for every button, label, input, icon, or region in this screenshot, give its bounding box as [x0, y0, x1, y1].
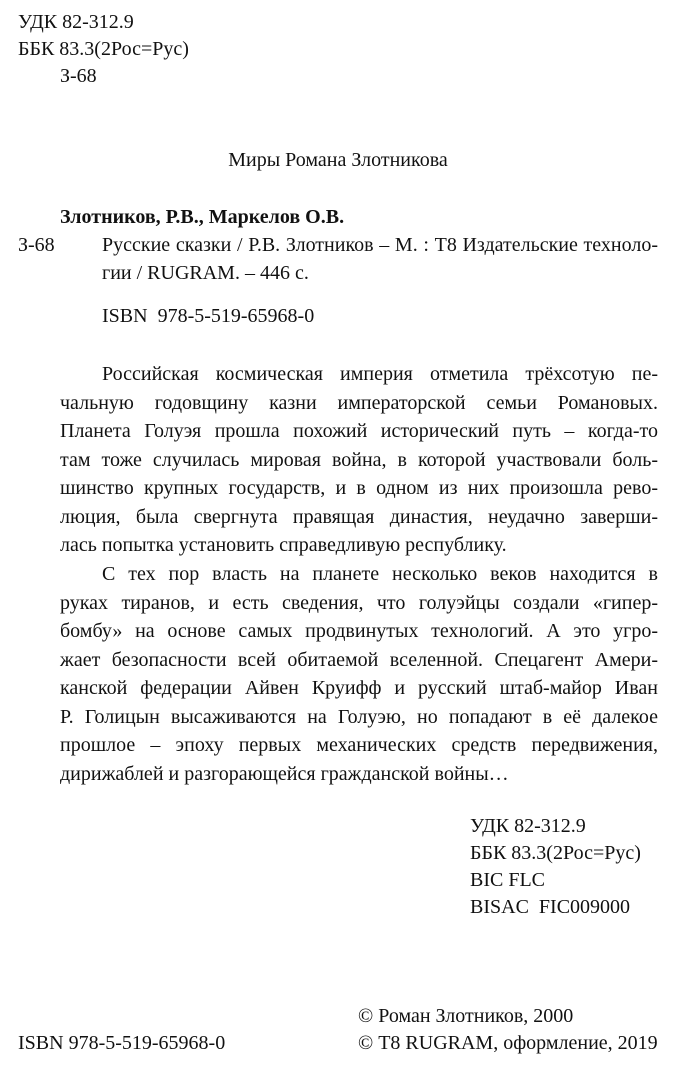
top-bbk: ББК 83.3(2Рос=Рус) — [18, 38, 189, 60]
copyright-author: © Роман Злотников, 2000 — [358, 1005, 574, 1027]
top-udk: УДК 82-312.9 — [18, 11, 134, 33]
bottom-bic: BIC FLC — [470, 869, 546, 891]
annotation-line: руках тиранов, и есть сведения, что голуэйцы создали «гипер- — [60, 591, 658, 614]
annotation-line: жает безопасности всей обитаемой вселенной. Спецагент Амери- — [60, 648, 658, 671]
copyright-design: © Т8 RUGRAM, оформление, 2019 — [358, 1032, 658, 1054]
top-author-mark: З-68 — [60, 65, 97, 87]
annotation-line: прошлое – эпоху первых механических средств передвижения, — [60, 734, 658, 756]
annotation-line: С тех пор власть на планете несколько веков находится в — [102, 563, 658, 585]
annotation-paragraph-2 — [60, 560, 658, 788]
annotation-paragraph-1 — [60, 360, 658, 560]
annotation-line: канской федерации Айвен Круифф и русский штаб-майор Иван — [60, 677, 658, 699]
annotation-line: Планета Голуэя прошла похожий исторический путь – когда-то — [60, 420, 658, 442]
catalog-authors: Злотников, Р.В., Маркелов О.В. — [60, 206, 345, 228]
annotation-line: дирижаблей и разгорающейся гражданской войны… — [60, 762, 509, 785]
annotation-line: лась попытка установить справедливую республику. — [60, 534, 507, 556]
catalog-description-line: гии / RUGRAM. – 446 с. — [102, 262, 309, 284]
footer-isbn: ISBN 978-5-519-65968-0 — [18, 1032, 226, 1054]
series-title: Миры Романа Злотникова — [228, 149, 448, 171]
annotation-line: шинство крупных государств, и в одном из них произошла рево- — [60, 477, 658, 499]
annotation-line: Р. Голицын высаживаются на Голуэю, но попадают в её далекое — [60, 705, 658, 728]
annotation-line: бомбу» на основе самых продвинутых технологий. А это угро- — [60, 620, 658, 642]
bottom-bisac: BISAC FIC009000 — [470, 896, 631, 918]
catalog-mark: З-68 — [18, 234, 55, 256]
bottom-udk: УДК 82-312.9 — [470, 815, 586, 837]
annotation-line: чальную годовщину казни императорской семьи Романовых. — [60, 391, 658, 414]
annotation-line: Российская космическая империя отметила трёхсотую пе- — [102, 363, 658, 385]
annotation-line: люция, была свергнута правящая династия, неудачно заверши- — [60, 505, 658, 528]
bottom-bbk: ББК 83.3(2Рос=Рус) — [470, 842, 641, 864]
catalog-isbn: ISBN 978-5-519-65968-0 — [102, 305, 315, 327]
catalog-description-line: Русские сказки / Р.В. Злотников – М. : Т8 Издательские техноло- — [102, 234, 658, 256]
catalog-description — [102, 231, 658, 287]
annotation-line: там тоже случилась мировая война, в которой участвовали боль- — [60, 448, 658, 471]
